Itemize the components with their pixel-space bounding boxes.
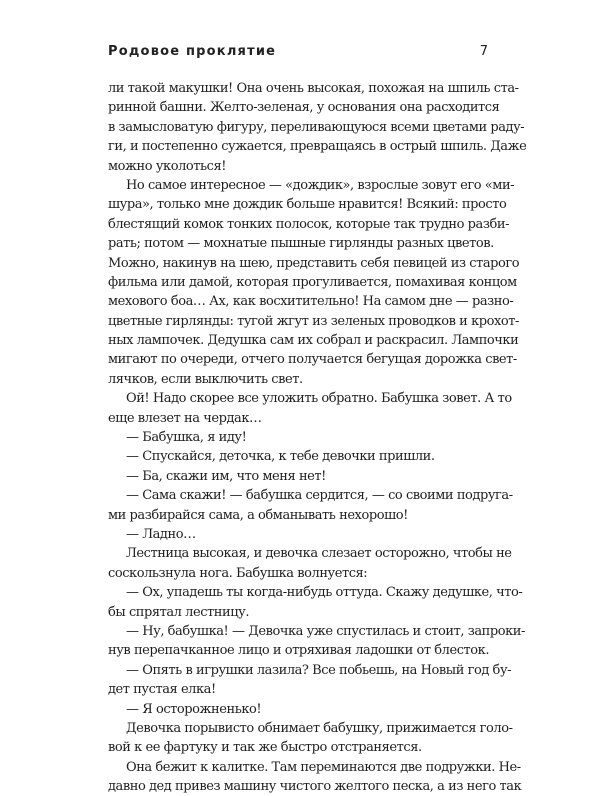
text-line: дет пустая елка! <box>108 682 216 698</box>
text-line: ли такой макушки! Она очень высокая, похожая на шпиль ста- <box>108 81 519 96</box>
text-line: Она бежит к калитке. Там переминаются две подружки. Не- <box>126 759 521 775</box>
text-line: можно уколоться! <box>108 158 226 174</box>
text-line: ринной башни. Желто-зеленая, у основания она расходится <box>108 100 500 116</box>
text-line: в замысловатую фигуру, переливающуюся всеми цветами раду- <box>108 119 525 135</box>
text-line: нув перепачканное лицо и отряхивая ладошки от блесток. <box>108 643 490 659</box>
text-line: Девочка порывисто обнимает бабушку, прижимается голо- <box>126 720 513 736</box>
text-line: — Ох, упадешь ты когда-нибудь оттуда. Скажу дедушке, что- <box>126 585 523 601</box>
text-line: ми разбирайся сама, а обманывать нехорошо! <box>108 507 408 523</box>
text-line: — Ба, скажи им, что меня нет! <box>126 468 326 484</box>
body-text <box>108 79 527 796</box>
text-line: Но самое интересное — «дождик», взрослые зовут его «ми- <box>126 177 515 193</box>
text-line: Лестница высокая, и девочка слезает осторожно, чтобы не <box>126 546 512 562</box>
text-line: соскользнула нога. Бабушка волнуется: <box>108 565 368 581</box>
text-line: шура», только мне дождик больше нравится! Всякий: просто <box>108 197 507 213</box>
text-line: Ой! Надо скорее все уложить обратно. Бабушка зовет. А то <box>126 391 512 407</box>
text-line: мехового боа… Ах, как восхитительно! На самом дне — разно- <box>108 294 514 310</box>
running-header <box>108 44 488 59</box>
text-line: — Ладно… <box>126 526 196 542</box>
text-line: Можно, накинув на шею, представить себя певицей из старого <box>108 255 520 271</box>
text-line: — Бабушка, я иду! <box>126 430 247 446</box>
text-line: давно дед привез машину чистого желтого песка, а из него так <box>108 779 522 795</box>
text-line: рать; потом — мохнатые пышные гирлянды разных цветов. <box>108 236 494 252</box>
text-line: — Ну, бабушка! — Девочка уже спустилась и стоит, запроки- <box>126 623 525 639</box>
text-line: ных лампочек. Дедушка сам их собрал и раскрасил. Лампочки <box>108 333 519 349</box>
running-title: Родовое проклятие <box>108 44 277 59</box>
text-line: еще влезет на чердак… <box>108 410 262 426</box>
text-line: лячков, если выключить свет. <box>108 371 303 387</box>
text-line: вой к ее фартуку и так же быстро отстраняется. <box>108 740 422 756</box>
text-line: — Спускайся, деточка, к тебе девочки пришли. <box>126 449 435 465</box>
page-number: 7 <box>479 44 488 59</box>
text-line: бы спрятал лестницу. <box>108 604 250 620</box>
text-line: — Сама скажи! — бабушка сердится, — со своими подруга- <box>126 488 513 504</box>
text-line: мигают по очереди, отчего получается бегущая дорожка свет- <box>108 352 517 368</box>
text-line: — Опять в игрушки лазила? Все побьешь, на Новый год бу- <box>126 662 512 678</box>
text-line: — Я осторожненько! <box>126 701 262 717</box>
text-line: цветные гирлянды: тугой жгут из зеленых проводков и крохот- <box>108 313 519 329</box>
text-line: фильма или дамой, которая прогуливается, помахивая концом <box>108 274 517 290</box>
text-line: блестящий комок тонких полосок, которые так трудно разби- <box>108 216 510 232</box>
text-line: ги, и постепенно сужается, превращаясь в острый шпиль. Даже <box>108 139 527 155</box>
